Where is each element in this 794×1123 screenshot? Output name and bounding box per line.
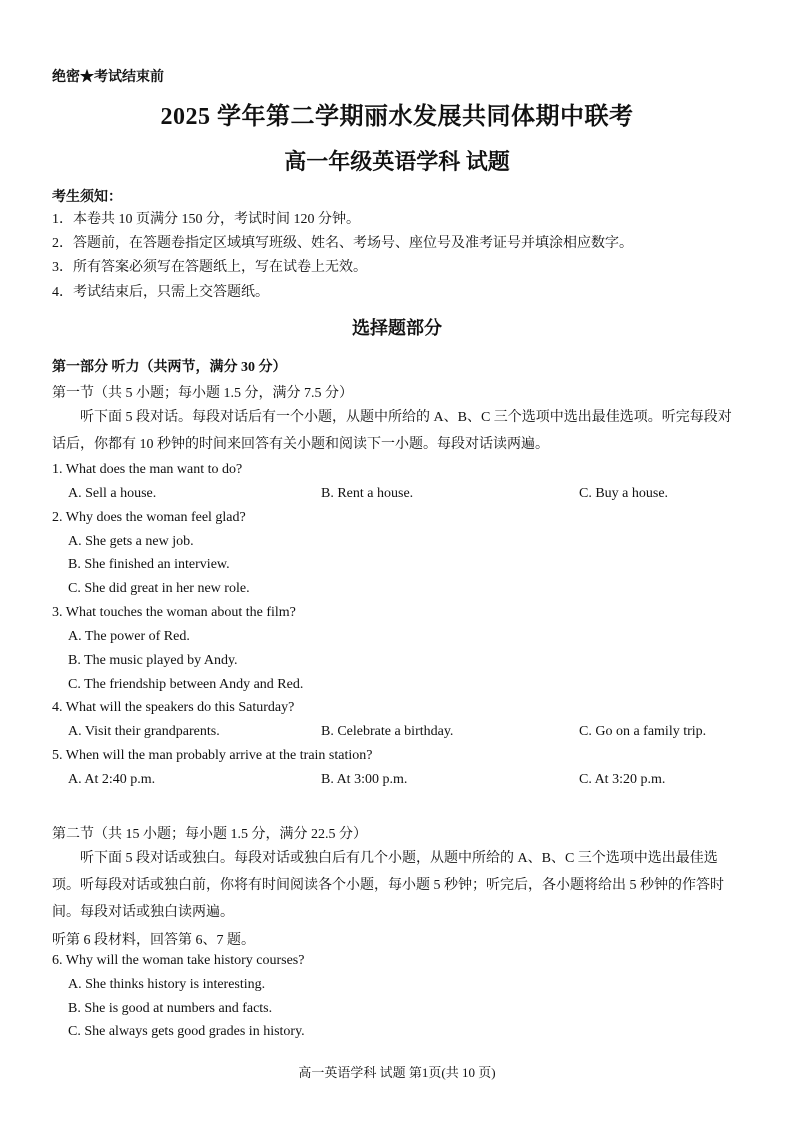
- section1-instructions: 听下面 5 段对话。每段对话后有一个小题，从题中所给的 A、B、C 三个选项中选出最佳选项。听完每段对话后，你都有 10 秒钟的时间来回答有关小题和阅读下一小题。每段对话读两遍。: [52, 410, 732, 452]
- part1-heading: 第一部分 听力（共两节，满分 30 分）: [52, 360, 287, 375]
- option-b: B. At 3:00 p.m.: [321, 772, 408, 787]
- question-stem: 2. Why does the woman feel glad?: [52, 510, 246, 525]
- option-a: A. She gets a new job.: [68, 534, 194, 549]
- option-a: A. Sell a house.: [68, 486, 157, 501]
- section2-heading: 第二节（共 15 小题；每小题 1.5 分，满分 22.5 分）: [52, 827, 367, 842]
- option-a: A. Visit their grandparents.: [68, 724, 220, 739]
- section2-instructions: 听下面 5 段对话或独白。每段对话或独白后有几个小题，从题中所给的 A、B、C 三个选项中选出最佳选项。听每段对话或独白前，你将有时间阅读各个小题，每小题 5 秒钟；听完后，各小题将给出 5 秒钟的作答时间。每段对话或独白读两遍。: [52, 851, 724, 920]
- question-stem: 6. Why will the woman take history courses?: [52, 953, 305, 968]
- option-b: B. She finished an interview.: [68, 557, 230, 572]
- question-stem: 3. What touches the woman about the film?: [52, 605, 296, 620]
- option-b: B. The music played by Andy.: [68, 653, 238, 668]
- page-footer: 高一英语学科 试题 第1页(共 10 页): [298, 1065, 496, 1080]
- option-b: B. She is good at numbers and facts.: [68, 1001, 273, 1016]
- option-a: A. The power of Red.: [68, 629, 190, 644]
- option-c: C. At 3:20 p.m.: [579, 772, 666, 787]
- option-a: A. At 2:40 p.m.: [68, 772, 156, 787]
- notice-item: 2．答题前，在答题卷指定区域填写班级、姓名、考场号、座位号及准考证号并填涂相应数字。: [52, 236, 633, 251]
- section-title: 选择题部分: [352, 318, 442, 338]
- option-c: C. She did great in her new role.: [68, 581, 250, 596]
- notice-item: 4．考试结束后，只需上交答题纸。: [52, 285, 269, 300]
- section1-heading: 第一节（共 5 小题；每小题 1.5 分，满分 7.5 分）: [52, 386, 353, 401]
- option-b: B. Rent a house.: [321, 486, 414, 501]
- exam-subtitle: 高一年级英语学科 试题: [284, 149, 510, 174]
- option-c: C. Go on a family trip.: [579, 724, 707, 739]
- option-c: C. She always gets good grades in history.: [68, 1024, 305, 1039]
- confidential-label: 绝密★考试结束前: [52, 70, 164, 85]
- question-stem: 1. What does the man want to do?: [52, 462, 243, 477]
- option-b: B. Celebrate a birthday.: [321, 724, 454, 739]
- exam-title: 2025 学年第二学期丽水发展共同体期中联考: [160, 104, 634, 130]
- material-note: 听第 6 段材料，回答第 6、7 题。: [52, 933, 255, 948]
- question-stem: 4. What will the speakers do this Saturday?: [52, 700, 295, 715]
- notice-item: 3．所有答案必须写在答题纸上，写在试卷上无效。: [52, 260, 367, 275]
- option-c: C. The friendship between Andy and Red.: [68, 677, 304, 692]
- option-c: C. Buy a house.: [579, 486, 669, 501]
- notice-heading: 考生须知：: [52, 190, 122, 205]
- option-a: A. She thinks history is interesting.: [68, 977, 266, 992]
- question-stem: 5. When will the man probably arrive at the train station?: [52, 748, 373, 763]
- notice-item: 1．本卷共 10 页满分 150 分，考试时间 120 分钟。: [52, 212, 360, 227]
